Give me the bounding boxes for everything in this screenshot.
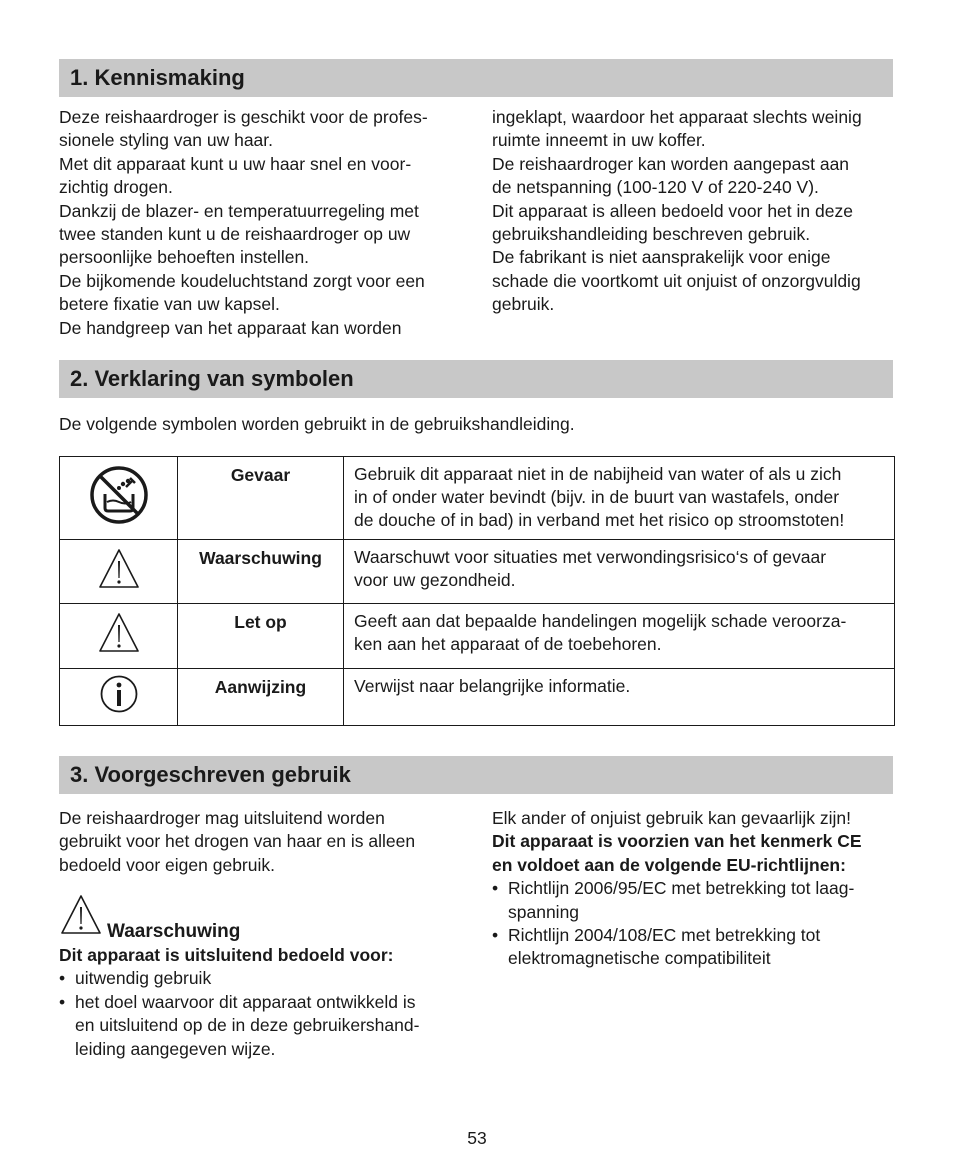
text-line: in of onder water bevindt (bijv. in de buurt van wastafels, onder <box>354 487 840 507</box>
text-line: gebruikt voor het drogen van haar en is alleen <box>59 831 416 852</box>
symbols-table <box>59 456 895 726</box>
text-line: persoonlijke behoeften instellen. <box>59 247 310 268</box>
list-item <box>492 877 902 924</box>
text-line: Dankzij de blazer- en temperatuurregeling met <box>59 200 419 221</box>
list-item <box>59 991 479 1061</box>
text-line: leiding aangegeven wijze. <box>75 1038 276 1059</box>
section-1-left-column <box>59 106 459 340</box>
text-line: • Richtlijn 2006/95/EC met betrekking tot laag- <box>508 878 855 899</box>
warning-list <box>59 967 479 1061</box>
text-line: De bijkomende koudeluchtstand zorgt voor een <box>59 270 425 291</box>
section-3-right-column <box>492 807 902 971</box>
caution-triangle-icon <box>97 611 141 661</box>
symbol-term: Gevaar <box>178 457 344 540</box>
symbol-description <box>344 604 895 669</box>
text-line: sionele styling van uw haar. <box>59 130 274 151</box>
text-line: gebruik. <box>492 294 555 315</box>
icon-cell <box>60 669 178 726</box>
symbol-description <box>344 540 895 604</box>
page-number: 53 <box>467 1128 487 1148</box>
text-line: • uitwendig gebruik <box>75 968 212 989</box>
text-line: Verwijst naar belangrijke informatie. <box>354 676 631 696</box>
text-line: elektromagnetische compatibiliteit <box>508 948 771 969</box>
text-line: • het doel waarvoor dit apparaat ontwikkeld is <box>75 991 416 1012</box>
text-line: ruimte inneemt in uw koffer. <box>492 130 706 151</box>
section-3-heading: 3. Voorgeschreven gebruik <box>59 756 893 794</box>
text-line: de douche of in bad) in verband met het risico op stroomstoten! <box>354 510 845 530</box>
table-row <box>60 540 895 604</box>
icon-cell <box>60 604 178 669</box>
section-1-right-column <box>492 106 902 317</box>
text-line: Met dit apparaat kunt u uw haar snel en voor- <box>59 153 412 174</box>
warning-triangle-icon <box>59 893 103 943</box>
text-line: Dit apparaat is alleen bedoeld voor het in deze <box>492 200 853 221</box>
warning-title: Waarschuwing <box>107 921 241 942</box>
no-water-icon <box>88 464 150 532</box>
warning-triangle-icon <box>97 547 141 597</box>
symbol-description <box>344 457 895 540</box>
table-row <box>60 457 895 540</box>
text-line: betere fixatie van uw kapsel. <box>59 294 280 315</box>
text-line: zichtig drogen. <box>59 177 173 198</box>
warning-subtitle: Dit apparaat is uitsluitend bedoeld voor: <box>59 945 394 965</box>
section-2-heading: 2. Verklaring van symbolen <box>59 360 893 398</box>
text-line: twee standen kunt u de reishaardroger op uw <box>59 224 411 245</box>
section-3-left-column <box>59 807 469 877</box>
text-line: De reishaardroger kan worden aangepast aan <box>492 153 850 174</box>
text-line: gebruikshandleiding beschreven gebruik. <box>492 224 811 245</box>
table-row <box>60 604 895 669</box>
text-line: Elk ander of onjuist gebruik kan gevaarlijk zijn! <box>492 808 851 828</box>
text-line: Geeft aan dat bepaalde handelingen mogelijk schade veroorza- <box>354 611 847 631</box>
text-line: Deze reishaardroger is geschikt voor de profes- <box>59 107 428 127</box>
warning-block <box>59 897 479 1061</box>
symbol-description <box>344 669 895 726</box>
info-icon <box>99 674 139 720</box>
text-line: De fabrikant is niet aansprakelijk voor enige <box>492 247 831 268</box>
text-line: Waarschuwt voor situaties met verwondingsrisico‘s of gevaar <box>354 547 827 567</box>
text-line: De reishaardroger mag uitsluitend worden <box>59 808 385 828</box>
text-line: • Richtlijn 2004/108/EC met betrekking tot <box>508 925 821 946</box>
symbols-intro: De volgende symbolen worden gebruikt in de gebruikshandleiding. <box>59 414 575 434</box>
text-line: en voldoet aan de volgende EU-richtlijnen: <box>492 854 846 875</box>
symbol-term: Let op <box>178 604 344 669</box>
text-line: spanning <box>508 901 580 922</box>
icon-cell <box>60 540 178 604</box>
icon-cell <box>60 457 178 540</box>
section-1-heading: 1. Kennismaking <box>59 59 893 97</box>
symbol-term: Waarschuwing <box>178 540 344 604</box>
text-line: voor uw gezondheid. <box>354 570 516 590</box>
text-line: Gebruik dit apparaat niet in de nabijheid van water of als u zich <box>354 464 842 484</box>
list-item <box>492 924 902 971</box>
text-line: de netspanning (100-120 V of 220-240 V). <box>492 177 819 198</box>
list-item <box>59 967 479 990</box>
warning-heading <box>59 897 479 943</box>
text-line: ken aan het apparaat of de toebehoren. <box>354 634 662 654</box>
table-row <box>60 669 895 726</box>
text-line: en uitsluitend op de in deze gebruikershand- <box>75 1015 420 1036</box>
text-line: schade die voortkomt uit onjuist of onzorgvuldig <box>492 270 861 291</box>
directives-list <box>492 877 902 971</box>
text-line: De handgreep van het apparaat kan worden <box>59 317 402 338</box>
text-line: Dit apparaat is voorzien van het kenmerk CE <box>492 831 862 852</box>
text-line: bedoeld voor eigen gebruik. <box>59 854 275 875</box>
text-line: ingeklapt, waardoor het apparaat slechts weinig <box>492 107 862 127</box>
symbol-term: Aanwijzing <box>178 669 344 726</box>
